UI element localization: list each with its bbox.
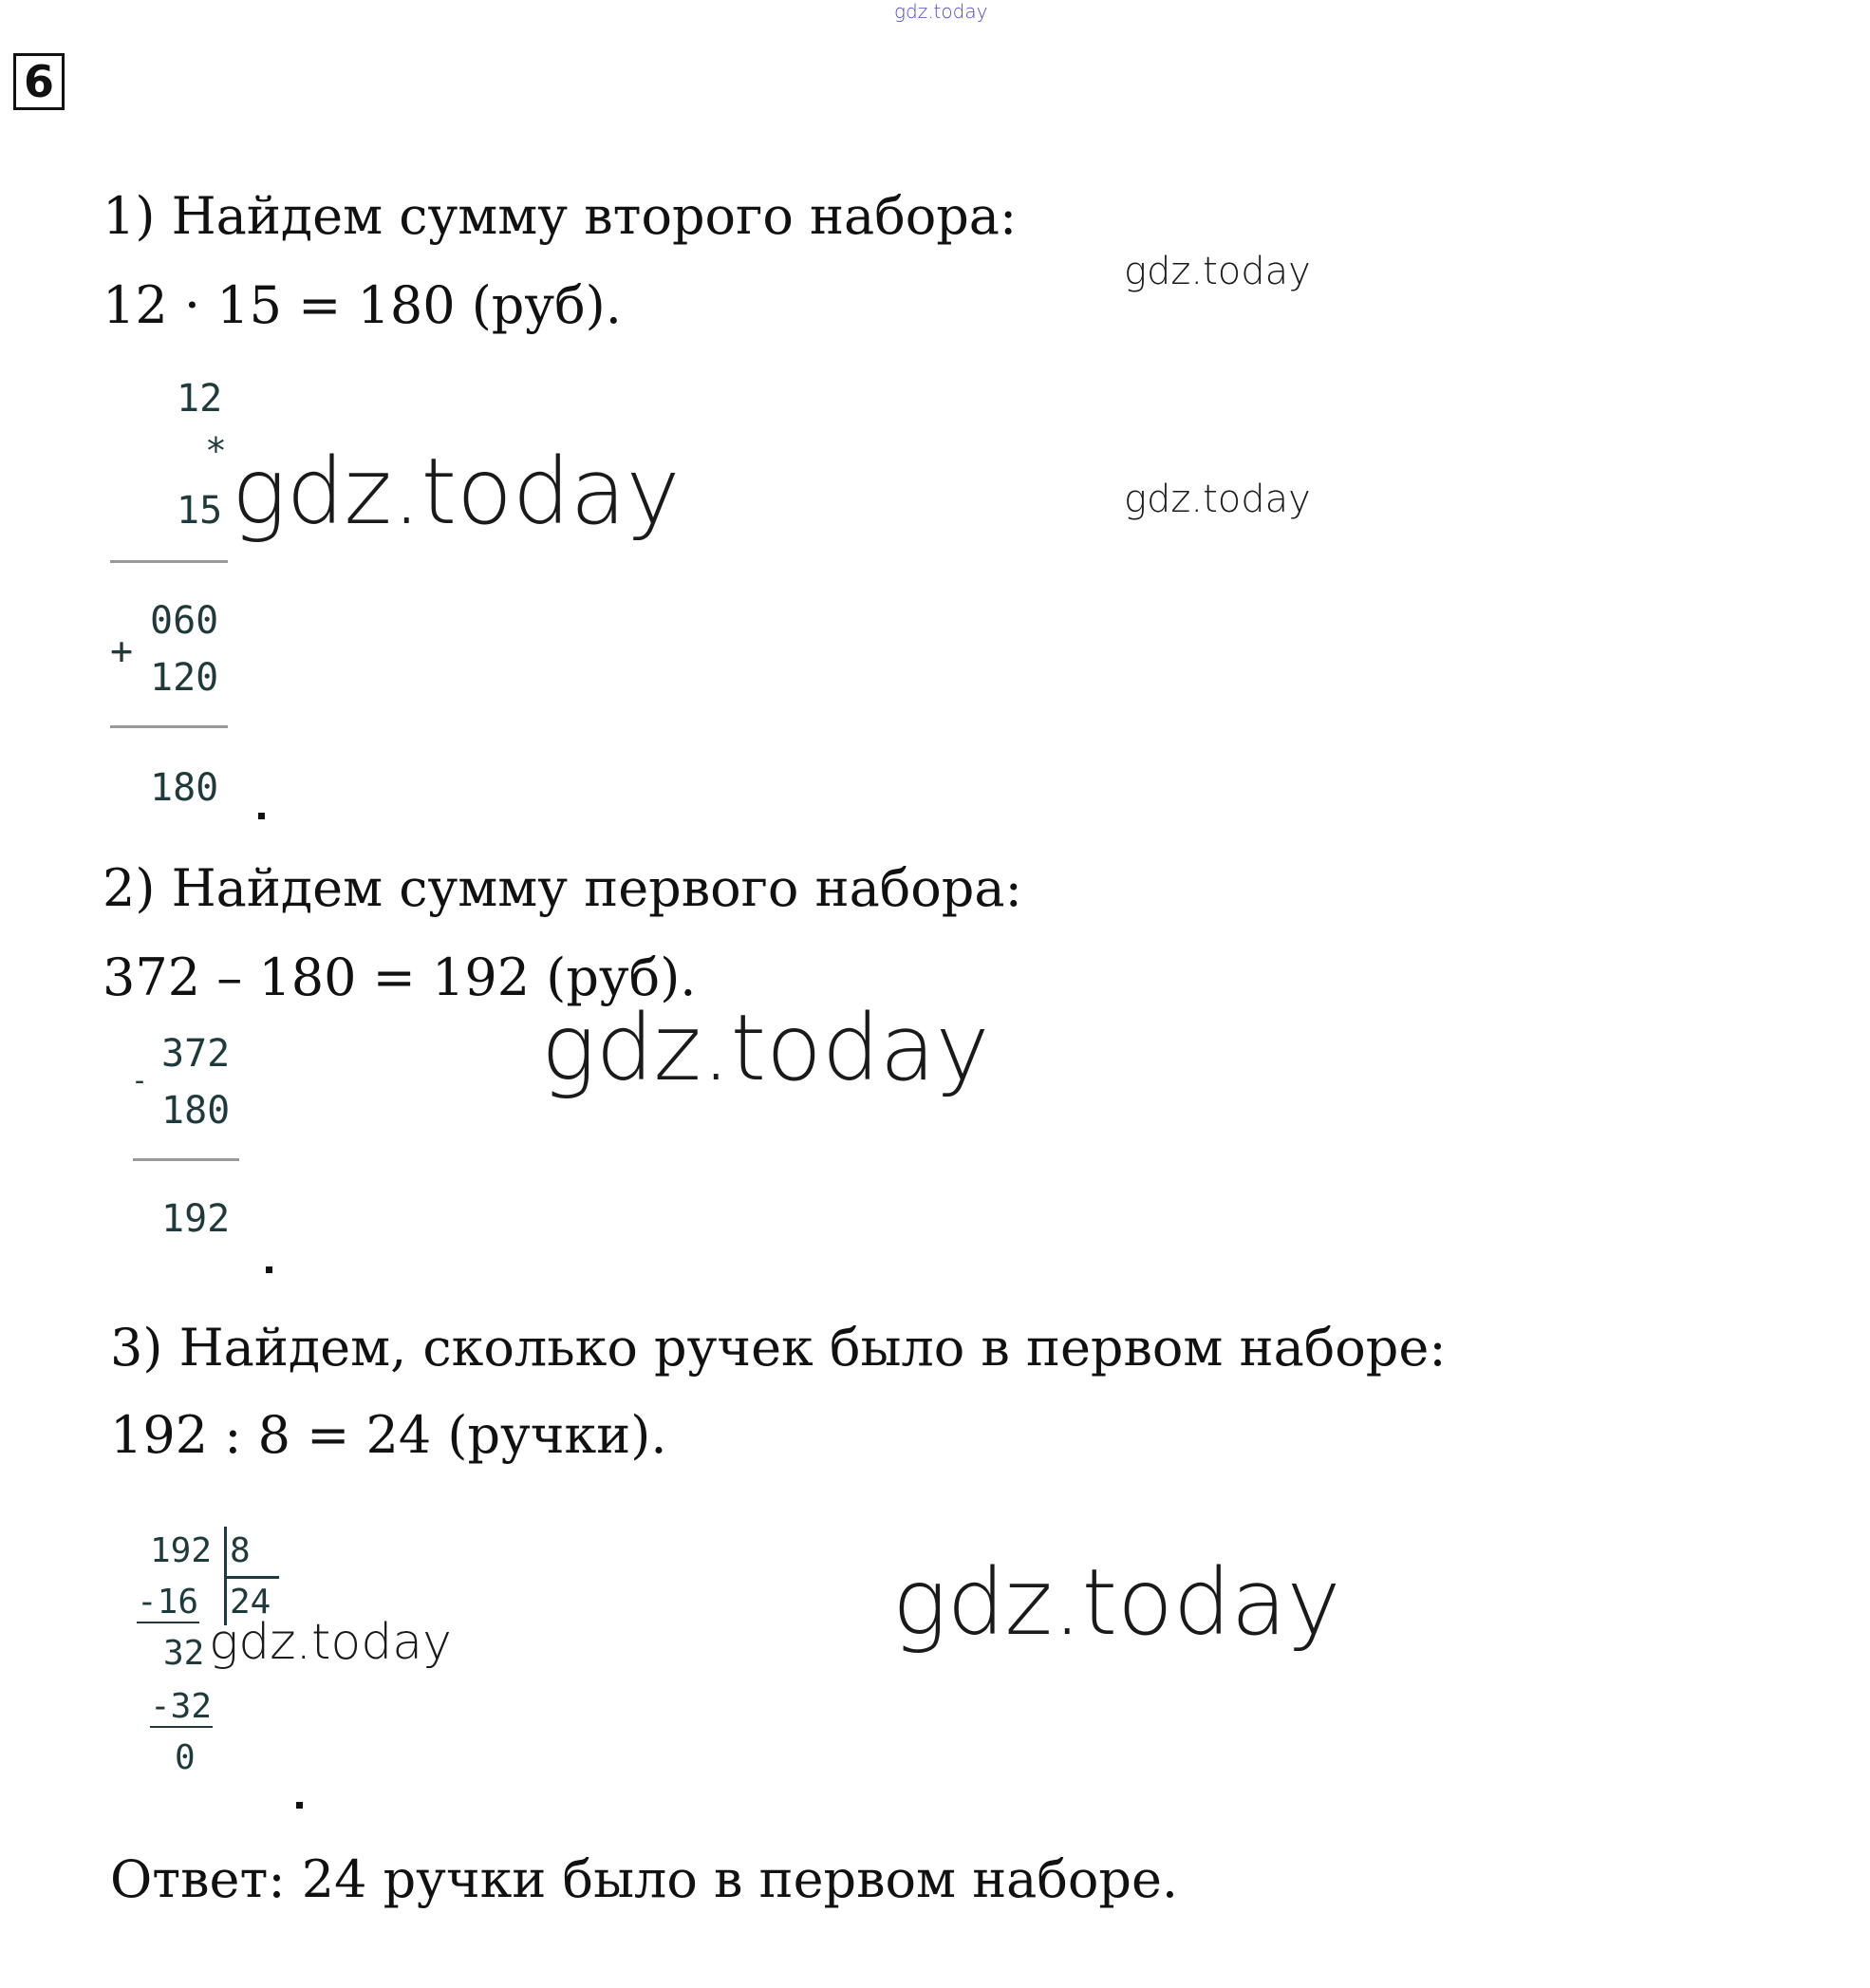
sub-rule bbox=[133, 1158, 239, 1161]
div-quotient: 24 bbox=[230, 1583, 271, 1622]
sub-minus-sign: - bbox=[131, 1064, 149, 1097]
sub-end-dot bbox=[266, 1266, 272, 1273]
sub-result: 192 bbox=[161, 1197, 231, 1241]
div-remainder-2: 0 bbox=[175, 1738, 196, 1777]
mult-plus-sign: + bbox=[110, 629, 134, 673]
div-remainder-1: 32 bbox=[163, 1634, 205, 1673]
answer-text: Ответ: 24 ручки было в первом наборе. bbox=[110, 1849, 1179, 1909]
div-subtract-2: -32 bbox=[150, 1687, 213, 1726]
mult-operand-a: 12 bbox=[177, 377, 223, 421]
watermark-big-a: gdz.today bbox=[232, 439, 681, 545]
sub-operand-a: 372 bbox=[161, 1032, 231, 1076]
mult-partial-1: 060 bbox=[150, 599, 219, 643]
task-number: 6 bbox=[13, 53, 65, 110]
watermark-division: gdz.today bbox=[209, 1614, 452, 1671]
div-divisor: 8 bbox=[230, 1531, 251, 1570]
mult-end-dot bbox=[258, 813, 265, 819]
step3-equation: 192 : 8 = 24 (ручки). bbox=[110, 1405, 667, 1465]
watermark-big-b: gdz.today bbox=[541, 995, 990, 1101]
div-horizontal-bar bbox=[224, 1576, 279, 1579]
step2-equation: 372 – 180 = 192 (руб). bbox=[103, 947, 697, 1007]
watermark-top: gdz.today bbox=[894, 0, 988, 23]
step3-title: 3) Найдем, сколько ручек было в первом наборе: bbox=[110, 1318, 1447, 1378]
watermark-big-c: gdz.today bbox=[892, 1549, 1341, 1656]
mult-operand-b: 15 bbox=[177, 489, 223, 533]
watermark-small-a: gdz.today bbox=[1124, 250, 1311, 293]
div-underline-1 bbox=[137, 1622, 199, 1623]
div-subtract-1: -16 bbox=[137, 1583, 199, 1622]
div-end-dot bbox=[296, 1802, 303, 1809]
mult-operator: * bbox=[205, 430, 227, 472]
mult-partial-2: 120 bbox=[150, 656, 219, 700]
sub-operand-b: 180 bbox=[161, 1089, 231, 1133]
watermark-small-b: gdz.today bbox=[1124, 478, 1311, 521]
step1-equation: 12 · 15 = 180 (руб). bbox=[103, 275, 622, 335]
div-dividend: 192 bbox=[150, 1531, 213, 1570]
mult-rule-1 bbox=[110, 560, 228, 563]
mult-rule-2 bbox=[110, 725, 228, 728]
step2-title: 2) Найдем сумму первого набора: bbox=[103, 858, 1022, 918]
step1-title: 1) Найдем сумму второго набора: bbox=[103, 186, 1018, 246]
mult-result: 180 bbox=[150, 766, 219, 810]
div-underline-2 bbox=[150, 1726, 213, 1728]
